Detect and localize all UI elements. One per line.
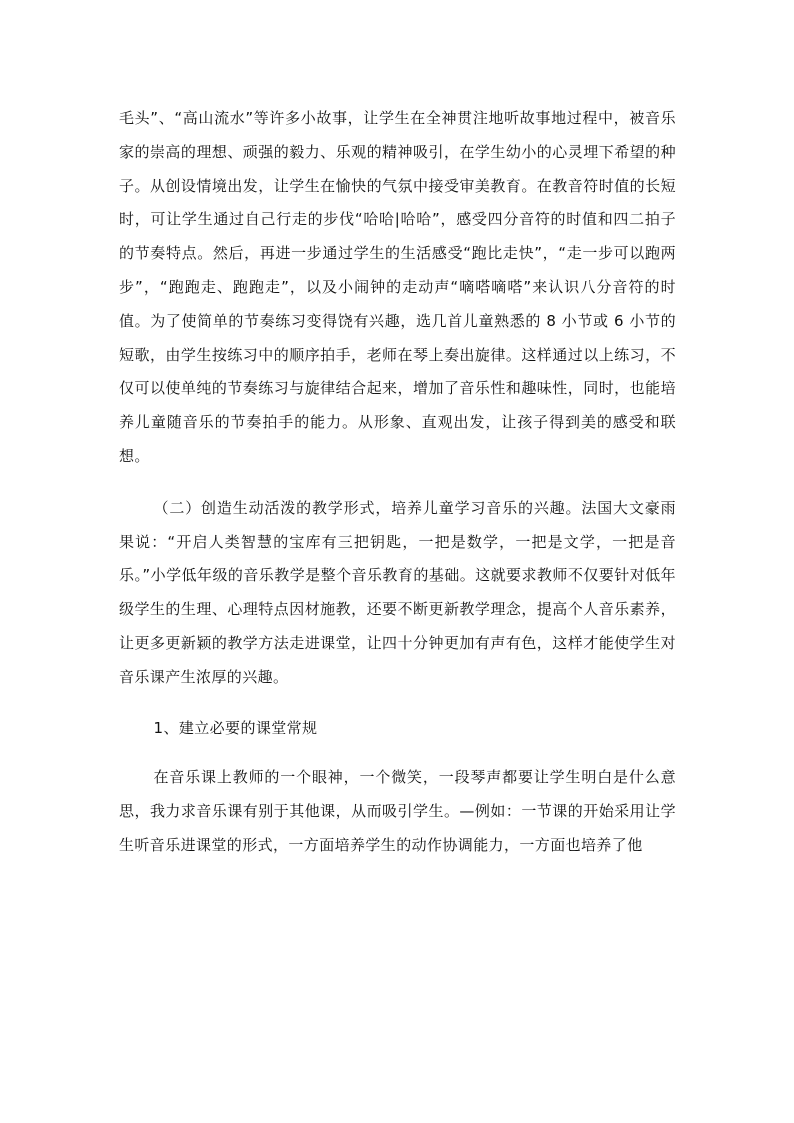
paragraph-spacer xyxy=(119,695,676,712)
paragraph-continuation: 毛头”、“高山流水”等许多小故事，让学生在全神贯注地听故事地过程中，被音乐家的崇高的理想、顽强的毅力、乐观的精神吸引，在学生幼小的心灵埋下希望的种子。从创设情境出发，让学生在愉快的气氛中接受审美教育。在教音符时值的长短时，可让学生通过自己行走的步伐“哈哈|哈哈”，感受四分音符的时值和四二拍子的节奏特点。然后，再进一步通过学生的生活感受“跑比走快”，“走一步可以跑两步”，“跑跑走、跑跑走”，以及小闹钟的走动声“嘀嗒嘀嗒”来认识八分音符的时值。为了使简单的节奏练习变得饶有兴趣，选几首儿童熟悉的 8 小节或 6 小节的短歌，由学生按练习中的顺序拍手，老师在琴上奏出旋律。这样通过以上练习，不仅可以使单纯的节奏练习与旋律结合起来，增加了音乐性和趣味性，同时，也能培养儿童随音乐的节奏拍手的能力。从形象、直观出发，让孩子得到美的感受和联想。 xyxy=(119,109,676,465)
paragraph-spacer xyxy=(119,745,676,761)
paragraph-section-two: （二）创造生动活泼的教学形式，培养儿童学习音乐的兴趣。法国大文豪雨果说：“开启人类智慧的宝库有三把钥匙，一把是数学，一把是文学，一把是音乐。”小学低年级的音乐教学是整个音乐教育的基础。这就要求教师不仅要针对低年级学生的生理、心理特点因材施教，还要不断更新教学理念，提高个人音乐素养，让更多更新颖的教学方法走进课堂，让四十分钟更加有声有色，这样才能使学生对音乐课产生浓厚的兴趣。 xyxy=(119,498,676,686)
document-body xyxy=(119,102,676,863)
paragraph-classroom-routine: 在音乐课上教师的一个眼神，一个微笑，一段琴声都要让学生明白是什么意思，我力求音乐课有别于其他课，从而吸引学生。—例如：一节课的开始采用让学生听音乐进课堂的形式，一方面培养学生的动作协调能力，一方面也培养了他 xyxy=(119,768,676,854)
paragraph-spacer xyxy=(119,474,676,492)
subsection-heading: 1、建立必要的课堂常规 xyxy=(153,718,318,737)
